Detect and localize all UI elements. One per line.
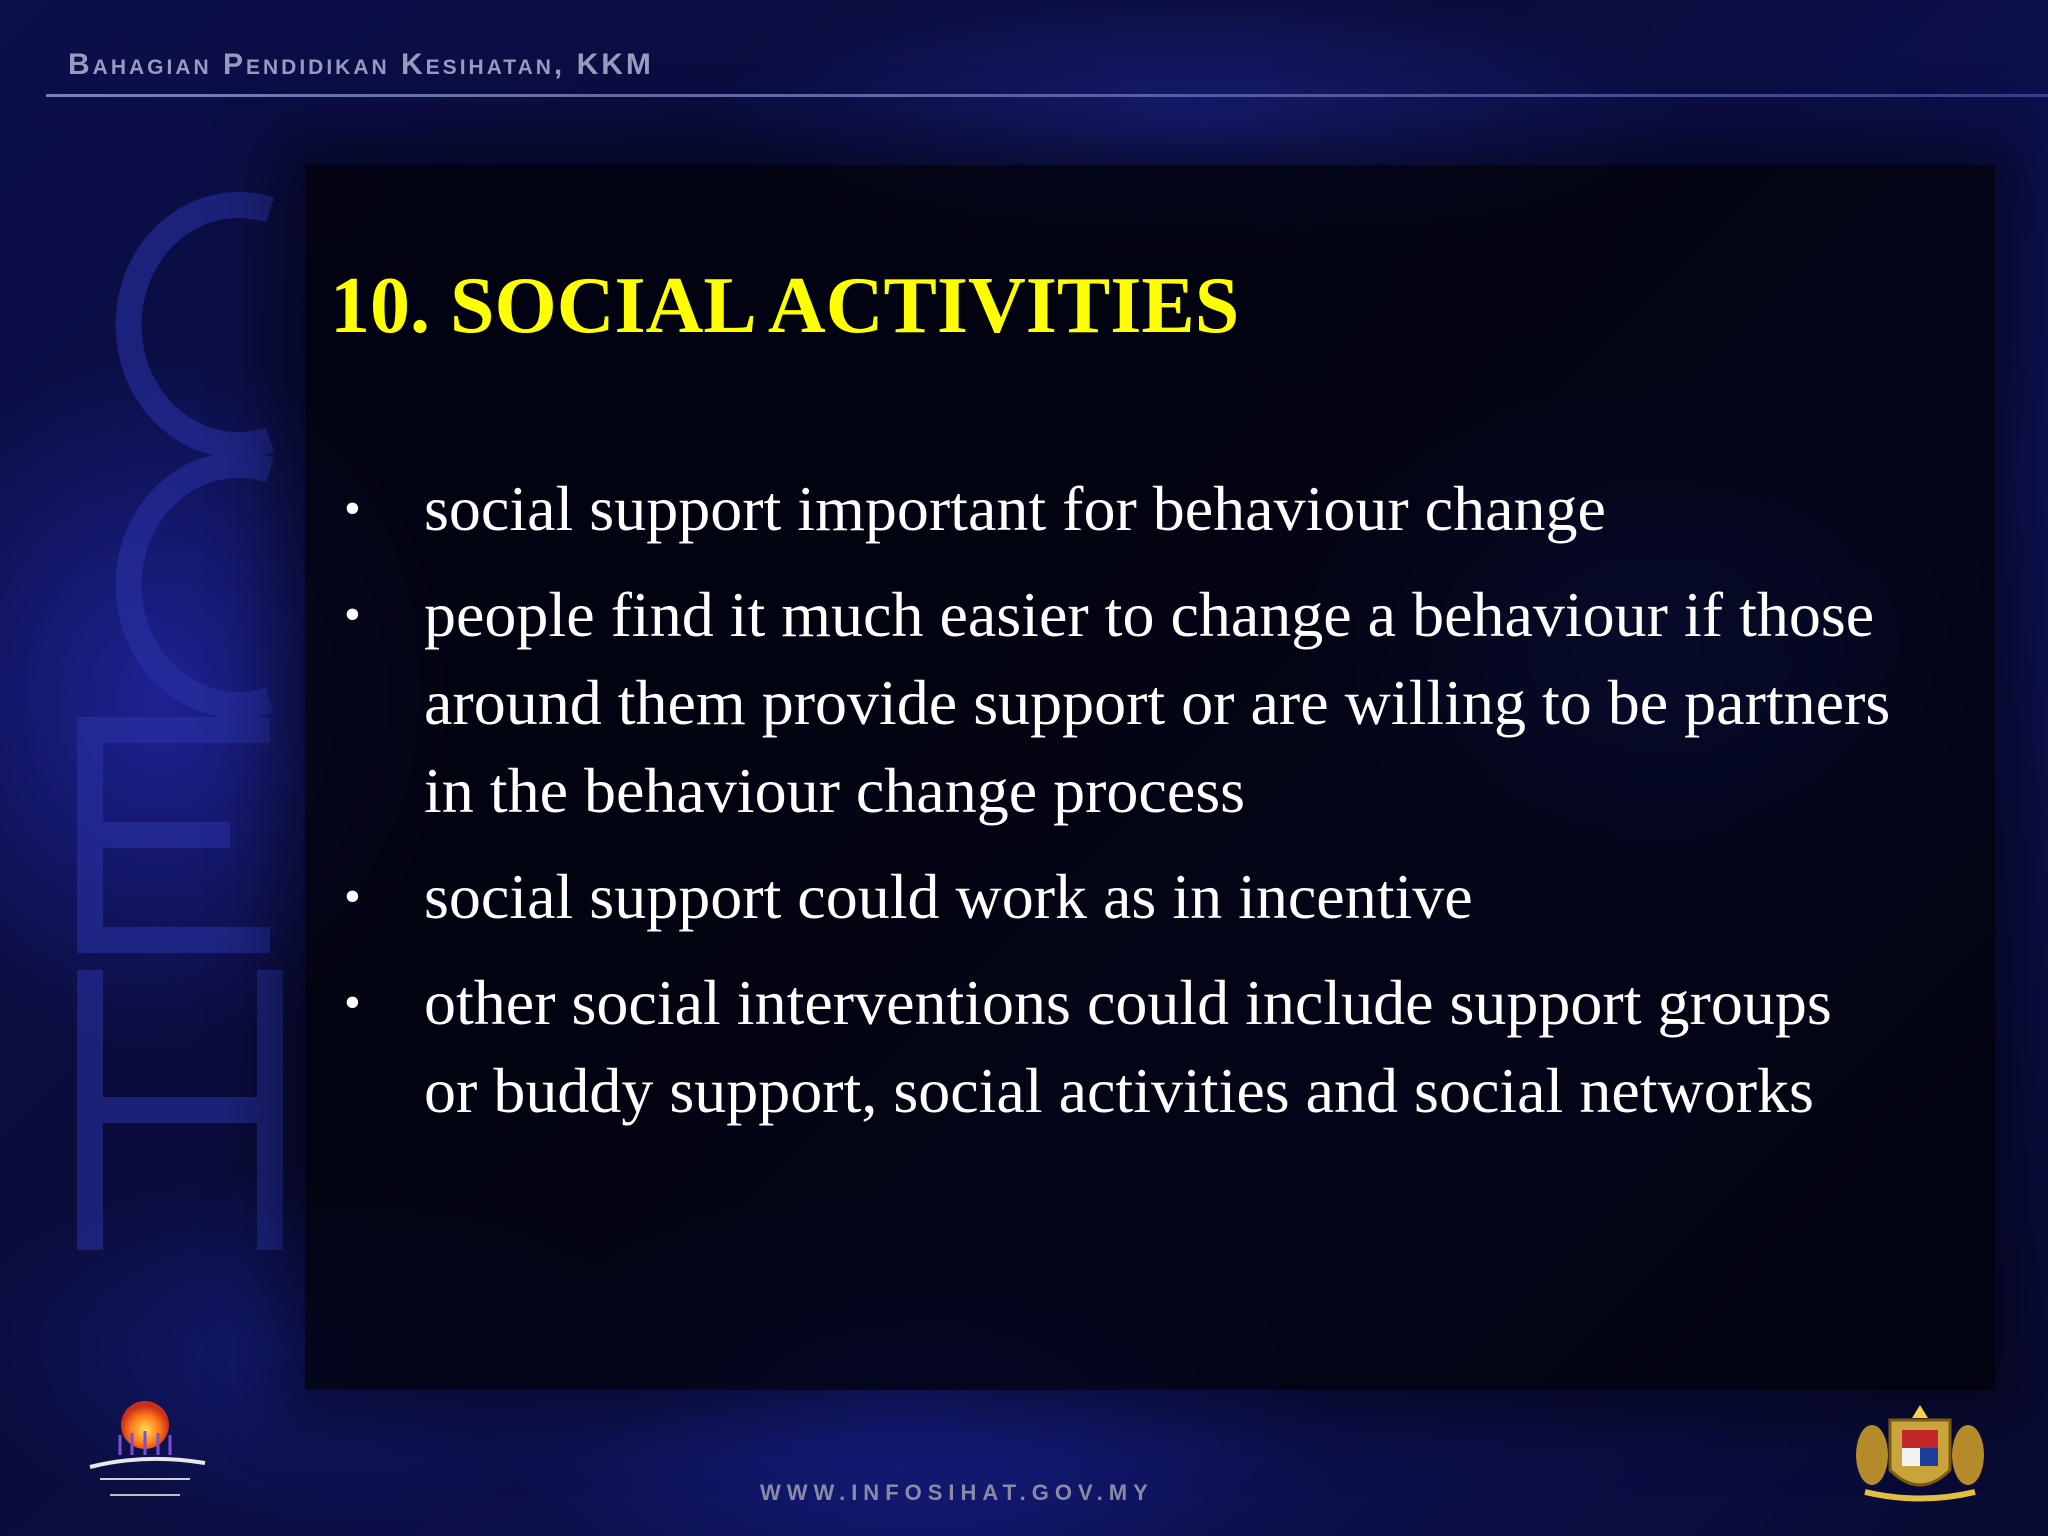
hecc-watermark-logo: [20, 170, 320, 1320]
bullet-icon: •: [344, 588, 361, 641]
footer-website-url: WWW.INFOSIHAT.GOV.MY: [760, 1480, 1154, 1505]
bullet-text: social support could work as in incentive: [424, 861, 1473, 932]
bullet-icon: •: [344, 482, 361, 535]
bullet-item: [340, 465, 1900, 553]
health-campaign-logo-icon: [70, 1395, 220, 1505]
bullet-icon: •: [344, 976, 361, 1029]
bullet-text: people find it much easier to change a behaviour if those around them provide support or are willing to be partners in the behaviour change process: [424, 579, 1891, 826]
slide-title: 10. SOCIAL ACTIVITIES: [330, 262, 1240, 350]
bullet-text: social support important for behaviour change: [424, 473, 1606, 544]
header-divider: [46, 94, 2048, 97]
bullet-text: other social interventions could include support groups or buddy support, social activities and social networks: [424, 967, 1832, 1126]
coat-of-arms-icon: [1850, 1400, 1990, 1510]
header-organization-title: Bahagian Pendidikan Kesihatan, KKM: [68, 48, 654, 81]
bullet-list: [340, 465, 1900, 1153]
bullet-icon: •: [344, 870, 361, 923]
bullet-item: [340, 959, 1900, 1135]
bullet-item: [340, 853, 1900, 941]
bullet-item: [340, 571, 1900, 835]
